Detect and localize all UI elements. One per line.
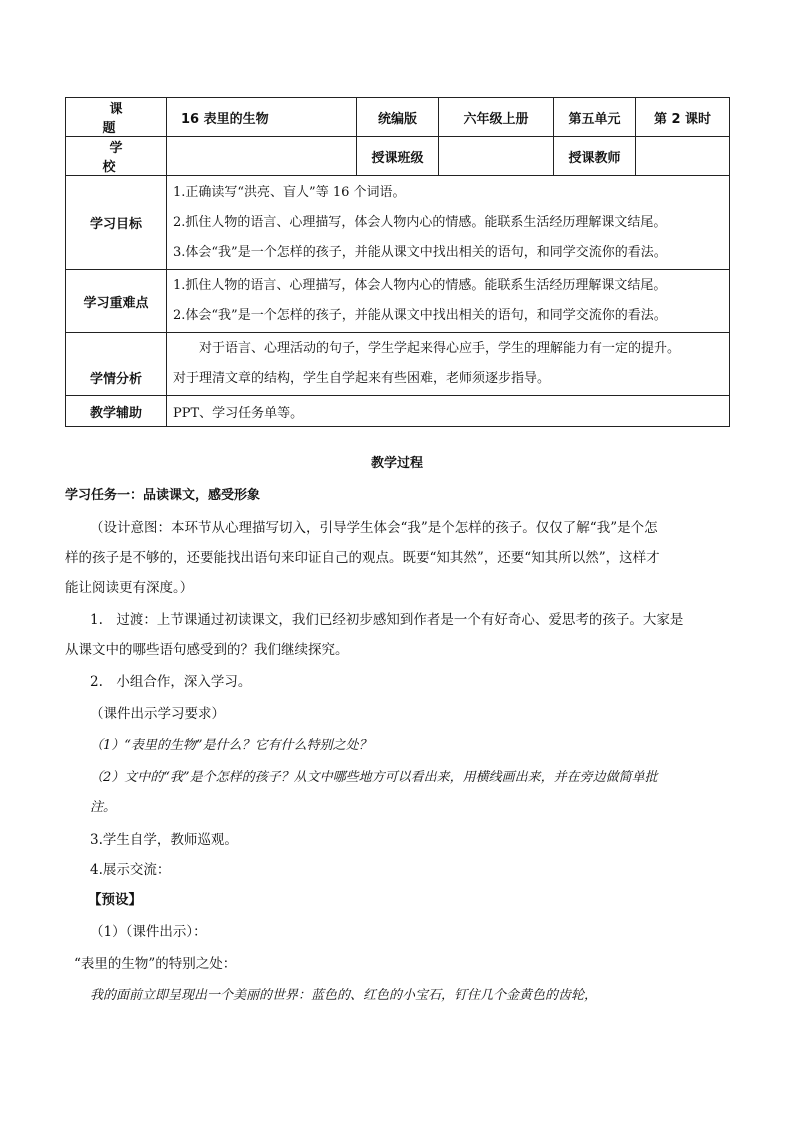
step-4-line: 4.展示交流： <box>90 862 171 878</box>
preset-item: （1）（课件出示）： <box>90 924 207 940</box>
aids-label: 教学辅助 <box>66 396 167 427</box>
task-heading: 学习任务一：品读课文，感受形象 <box>65 488 261 503</box>
goal-item: 2.抓住人物的语言、心理描写，体会人物内心的情感。能联系生活经历理解课文结尾。 <box>173 214 667 230</box>
class-value <box>439 137 554 176</box>
lesson-title: 16 表里的生物 <box>167 98 357 137</box>
teacher-label: 授课教师 <box>554 137 636 176</box>
goals-label: 学习目标 <box>66 176 167 270</box>
preset-item: “表里的生物”的特别之处： <box>74 956 237 972</box>
analysis-line: 对于语言、心理活动的句子，学生学起来得心应手，学生的理解能力有一定的提升。 <box>199 341 681 356</box>
key-points-content <box>167 270 730 333</box>
step-3-line: 3.学生自学，教师巡观。 <box>90 832 238 848</box>
design-intent-line: （设计意图：本环节从心理描写切入，引导学生体会“我”是个怎样的孩子。仅仅了解“我”是个怎 <box>90 520 658 536</box>
table-row <box>66 176 730 270</box>
table-row <box>66 98 730 137</box>
teacher-value <box>636 137 730 176</box>
step-2-line: 2. 小组合作，深入学习。 <box>90 674 252 690</box>
step-1-line: 从课文中的哪些语句感受到的？我们继续探究。 <box>65 642 349 658</box>
unit: 第五单元 <box>554 98 636 137</box>
key-points-label: 学习重难点 <box>66 270 167 333</box>
key-point-item: 1.抓住人物的语言、心理描写，体会人物内心的情感。能联系生活经历理解课文结尾。 <box>173 278 667 293</box>
school-label: 学 校 <box>66 137 167 176</box>
question-2-cont: 注。 <box>90 800 117 815</box>
analysis-label: 学情分析 <box>66 333 167 396</box>
step-1-line: 1. 过渡：上节课通过初读课文，我们已经初步感知到作者是一个有好奇心、爱思考的孩子。大家是 <box>90 612 684 628</box>
design-intent-line: 能让阅读更有深度。） <box>65 580 194 596</box>
goal-item: 1.正确读写“洪亮、盲人”等 16 个词语。 <box>173 184 406 200</box>
analysis-content <box>167 333 730 396</box>
table-row <box>66 396 730 427</box>
key-point-item: 2.体会“我”是一个怎样的孩子，并能从课文中找出相关的语句，和同学交流你的看法。 <box>173 308 667 323</box>
class-label: 授课班级 <box>357 137 439 176</box>
table-row <box>66 270 730 333</box>
design-intent-line: 样的孩子是不够的，还要能找出语句来印证自己的观点。既要“知其然”，还要“知其所以然”，这样才 <box>65 550 660 566</box>
analysis-line: 对于理清文章的结构，学生自学起来有些困难，老师须逐步指导。 <box>173 371 551 386</box>
question-2: （2）文中的“我”是个怎样的孩子？从文中哪些地方可以看出来，用横线画出来，并在旁边做简单批 <box>90 770 658 785</box>
school-value <box>167 137 357 176</box>
topic-label: 课 题 <box>66 98 167 137</box>
grade: 六年级上册 <box>439 98 554 137</box>
question-1: （1）“表里的生物”是什么？它有什么特别之处？ <box>90 738 372 753</box>
process-title: 教学过程 <box>370 456 423 471</box>
goal-item: 3.体会“我”是一个怎样的孩子，并能从课文中找出相关的语句，和同学交流你的看法。 <box>173 244 667 260</box>
table-row <box>66 137 730 176</box>
table-row <box>66 333 730 396</box>
goals-content <box>167 176 730 270</box>
aids-value: PPT、学习任务单等。 <box>167 396 730 427</box>
courseware-note: （课件出示学习要求） <box>90 706 225 722</box>
quote-line: 我的面前立即呈现出一个美丽的世界：蓝色的、红色的小宝石，钉住几个金黄色的齿轮， <box>90 988 598 1003</box>
edition: 统编版 <box>357 98 439 137</box>
preset-heading: 【预设】 <box>88 892 142 908</box>
lesson-info-table <box>65 97 730 427</box>
lesson-number: 第 2 课时 <box>636 98 730 137</box>
